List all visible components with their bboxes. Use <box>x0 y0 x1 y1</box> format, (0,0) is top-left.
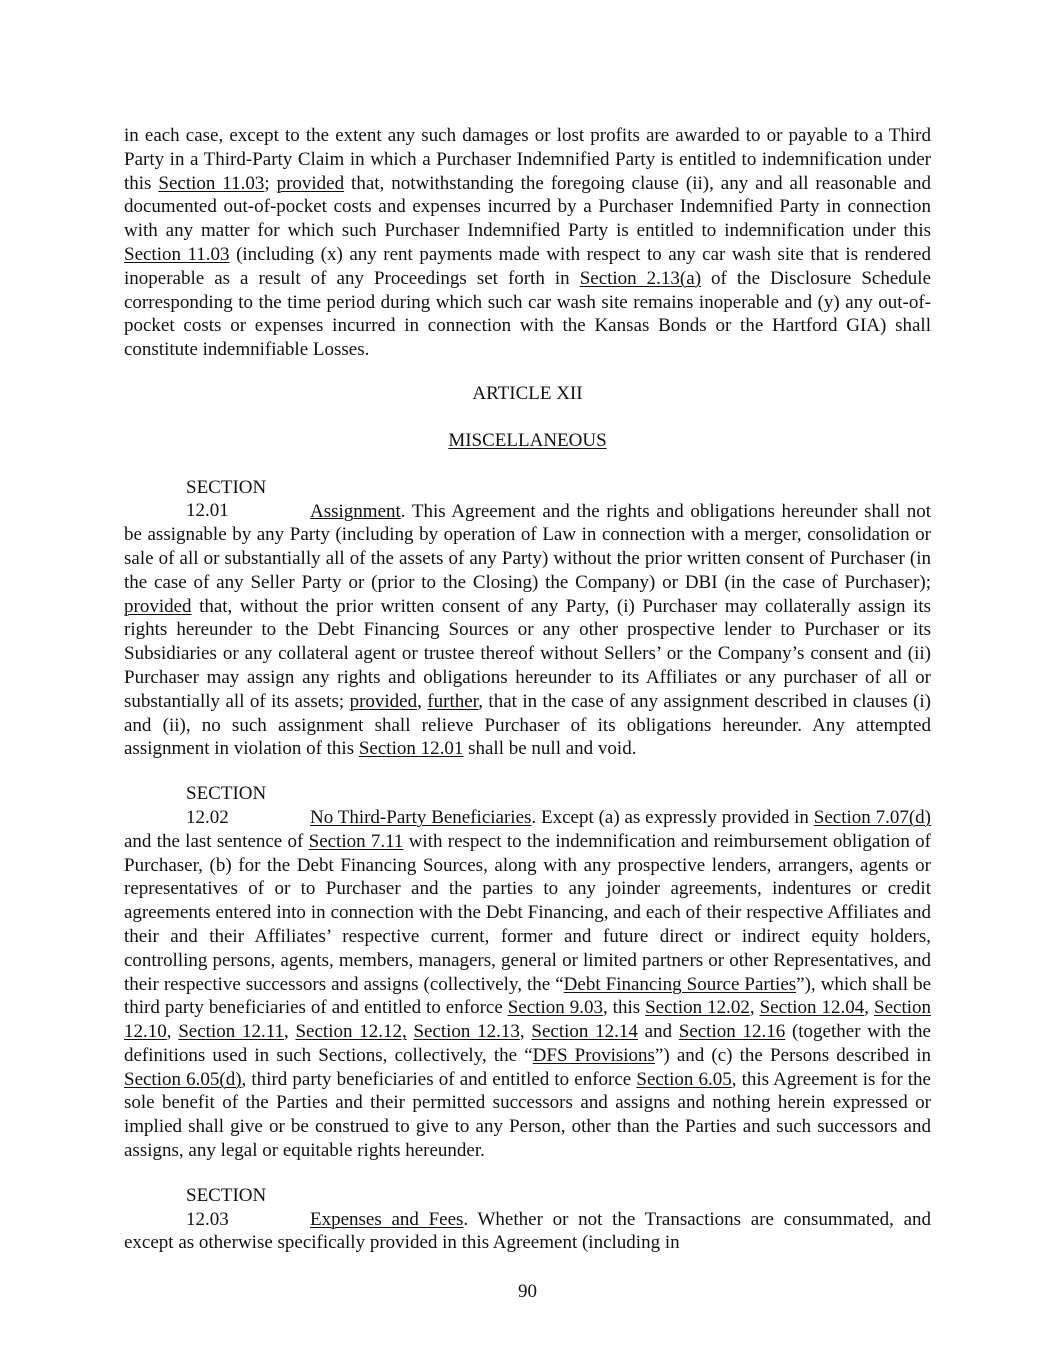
section-number: SECTION 12.01 <box>186 476 267 522</box>
section-reference: Section 2.13(a) <box>579 267 702 289</box>
text: and the last sentence of <box>124 830 309 852</box>
defined-term: Debt Financing Source Parties <box>563 973 797 995</box>
section-reference: Section 12.01 <box>358 738 464 760</box>
article-title: ARTICLE XII <box>472 382 583 404</box>
text: ”) and (c) the Persons described in <box>654 1044 931 1066</box>
text: . This Agreement and the rights and obligations hereunder shall not be assignable by any Party (including by operation of Law in connection with a merger, consolidation or sale of all or substantially all of the assets of any Party) without the prior written consent of Purchaser (in the case of any Seller Party or (prior to the Closing) the Company) or DBI (in the case of Purchaser); <box>124 500 931 593</box>
text: , third party beneficiaries of and entitled to enforce <box>241 1068 637 1090</box>
defined-term: provided <box>276 172 345 194</box>
section-heading: No Third-Party Beneficiaries <box>310 806 532 828</box>
section-reference: Section 7.11 <box>308 830 404 852</box>
text: , <box>284 1021 296 1043</box>
text: that, notwithstanding the foregoing clause (ii), any and all reasonable and documented out-of-pocket costs and expenses incurred by a Purchaser Indemnified Party in connection with any matter for which such Purchaser Indemnified Party is entitled to indemnification under this <box>124 172 932 242</box>
section-reference: Section 9.03 <box>507 997 603 1019</box>
defined-term: provided <box>124 595 192 617</box>
section-12-03 <box>124 1184 931 1255</box>
text: and <box>637 1021 679 1043</box>
text: (together with the definitions used in such Sections, collectively, the “ <box>124 1021 931 1066</box>
text: , this <box>602 997 646 1019</box>
text: ”), which shall be third party beneficiaries of and entitled to enforce <box>124 973 931 1019</box>
section-reference: Section 12.10 <box>124 997 932 1043</box>
text: . Except (a) as expressly provided in <box>531 806 814 828</box>
section-reference: Section 6.05(d) <box>124 1068 242 1090</box>
section-reference: Section 12.12, <box>295 1021 407 1043</box>
section-reference: Section 12.13 <box>413 1021 520 1043</box>
document-page <box>124 124 931 1255</box>
defined-term: DFS Provisions <box>532 1044 655 1066</box>
text: with respect to the indemnification and reimbursement obligation of Purchaser, (b) for the Debt Financing Sources, along with any prospective lenders, arrangers, agents or representatives of or to Purchaser and the parties to any joinder agreements, indentures or credit agreements entered into in connection with the Debt Financing, and each of their respective Affiliates and their and their Affiliates’ respective current, former and future direct or indirect equity holders, controlling persons, agents, members, managers, general or limited partners or other Representatives, and their respective successors and assigns (collectively, the “ <box>124 830 932 995</box>
text: , that in the case of any assignment described in clauses (i) and (ii), no such assignment shall relieve Purchaser of its obligations hereunder. Any attempted assignment in violation of this <box>124 690 931 760</box>
text: , this Agreement is for the sole benefit of the Parties and their permitted successors and assigns and nothing herein expressed or implied shall give or be construed to give to any Person, other than the Parties and such successors and assigns, any legal or equitable rights hereunder. <box>124 1068 931 1162</box>
text: , <box>166 1021 179 1043</box>
section-number: SECTION 12.03 <box>186 1184 267 1230</box>
section-reference: Section 12.04 <box>759 997 865 1019</box>
section-number: SECTION 12.02 <box>186 783 267 828</box>
text: (including (x) any rent payments made with respect to any car wash site that is rendered inoperable as a result of any Proceedings set forth in <box>124 243 931 289</box>
section-reference: Section 6.05 <box>636 1068 732 1090</box>
text: in each case, except to the extent any such damages or lost profits are awarded to or payable to a Third Party in a Third-Party Claim in which a Purchaser Indemnified Party is entitled to indemnification under this <box>124 125 931 194</box>
section-reference: Section 12.02 <box>645 997 750 1019</box>
section-12-02 <box>124 782 931 1163</box>
text: . Whether or not the Transactions are consummated, and except as otherwise specifically provided in this Agreement (including in <box>124 1208 931 1254</box>
article-subtitle <box>124 429 931 453</box>
text: that, without the prior written consent of any Party, (i) Purchaser may collaterally assign its rights hereunder to the Debt Financing Sources or any other prospective lender to Purchaser or its Subsidiaries or any collateral agent or trustee thereof without Sellers’ or the Company’s consent and (ii) Purchaser may assign any rights and obligations hereunder to its Affiliates or any purchaser of all or substantially all of its assets; <box>124 595 931 712</box>
text: of the Disclosure Schedule corresponding to the time period during which such car wash site remains inoperable and (y) any out-of-pocket costs or expenses incurred in connection with the Kansas Bonds or the Hartford GIA) shall constitute indemnifiable Losses. <box>124 267 932 361</box>
section-heading: Assignment <box>310 500 401 522</box>
text: , <box>417 690 428 712</box>
section-reference: Section 7.07(d) <box>813 806 931 828</box>
text: , <box>749 997 760 1019</box>
defined-term: further <box>427 690 479 712</box>
section-12-01 <box>124 476 931 762</box>
text: ; <box>264 172 277 194</box>
intro-paragraph <box>124 124 931 362</box>
section-reference: Section 12.11 <box>178 1021 284 1043</box>
page-number: 90 <box>518 1281 537 1302</box>
section-reference: Section 12.16 <box>678 1021 786 1043</box>
text: , <box>519 1021 532 1043</box>
text: shall be null and void. <box>463 738 637 760</box>
section-heading: Expenses and Fees <box>310 1208 464 1230</box>
article-subtitle-text: MISCELLANEOUS <box>448 429 607 451</box>
section-reference: Section 12.14 <box>531 1021 638 1043</box>
text: , <box>864 997 875 1019</box>
defined-term: provided <box>349 690 418 712</box>
section-reference: Section 11.03 <box>158 172 265 194</box>
section-reference: Section 11.03 <box>124 243 230 265</box>
